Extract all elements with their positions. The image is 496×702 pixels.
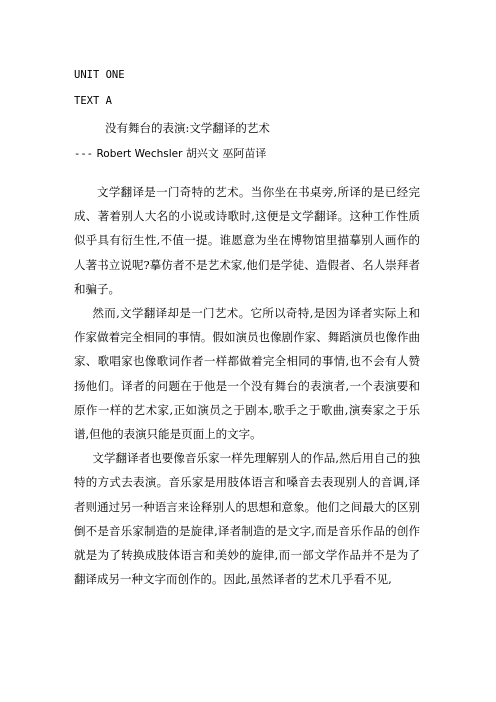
paragraph: 文学翻译者也要像音乐家一样先理解别人的作品,然后用自己的独特的方式去表演。音乐家是用肢体语言和嗓音去表现别人的音调,译者则通过另一种语言来诠释别人的思想和意象。他们之间最大的区别倒不是音乐家制造的是旋律,译者制造的是文字,而是音乐作品的创作就是为了转换成肢体语言和美妙的旋律,而一部文学作品并不是为了翻译成另一种文字而创作的。因此,虽然译者的艺术几乎看不见, bbox=[74, 451, 420, 587]
byline bbox=[74, 145, 266, 161]
translator-names: 胡兴文 巫阿苗译 bbox=[185, 147, 267, 160]
author-name: Robert Wechsler bbox=[96, 148, 183, 160]
article-title: 没有舞台的表演:文学翻译的艺术 bbox=[105, 121, 270, 135]
article-body bbox=[74, 180, 420, 591]
unit-heading: UNIT ONE bbox=[74, 69, 125, 81]
byline-dash: --- bbox=[74, 148, 93, 160]
paragraph: 文学翻译是一门奇特的艺术。当你坐在书桌旁,所译的是已经完成、著着别人大名的小说或诗歌时,这便是文学翻译。这种工作性质似乎具有衍生性,不值一提。谁愿意为坐在博物馆里描摹别人画作的人著书立说呢?摹仿者不是艺术家,他们是学徒、造假者、名人崇拜者和骗子。 bbox=[74, 185, 420, 296]
paragraph: 然而,文学翻译却是一门艺术。它所以奇特,是因为译者实际上和作家做着完全相同的事情。假如演员也像剧作家、舞蹈演员也像作曲家、歌唱家也像歌词作者一样都做着完全相同的事情,也不会有人赞扬他们。译者的问题在于他是一个没有舞台的表演者,一个表演要和原作一样的艺术家,正如演员之于剧本,歌手之于歌曲,演奏家之于乐谱,但他的表演只能是页面上的文字。 bbox=[74, 306, 420, 442]
text-heading: TEXT A bbox=[74, 95, 112, 107]
